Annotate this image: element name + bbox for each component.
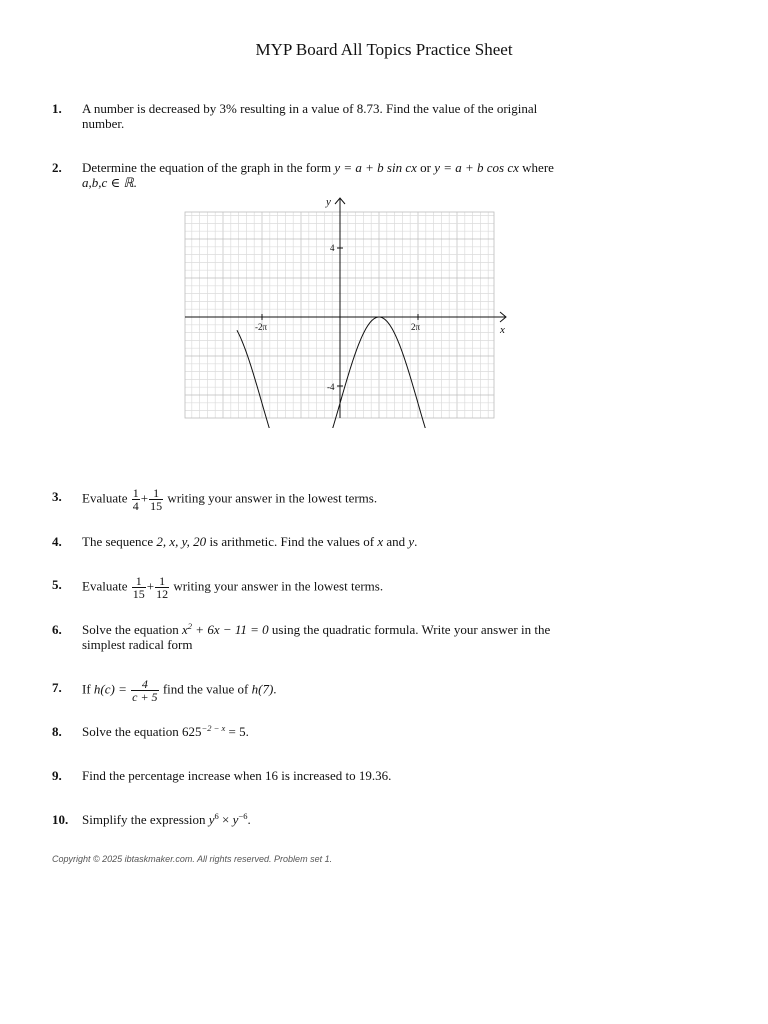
question-text: Evaluate $\frac{1}{15}$ + $\frac{1}{12}$ writing your answer in the lowest terms.	[82, 574, 384, 601]
copyright-notice: Copyright © 2025 ibtaskmaker.com. All rights reserved. Problem set 1.	[52, 854, 333, 864]
question-text: The sequence 2, x, y, 20 is arithmetic. Find the values of x and y.	[82, 534, 418, 549]
question-number: 2.	[52, 160, 62, 175]
question-text	[82, 487, 602, 512]
equation-sin: y = a + b sin cx	[334, 160, 417, 175]
sine-graph	[180, 192, 510, 428]
equation-cos: y = a + b cos cx	[434, 160, 519, 175]
question-line: A number is decreased by 3% resulting in a value of 8.73. Find the value of the original	[82, 101, 538, 116]
question-text: Simplify the expression $y^6 \times y^{-6}$.	[82, 811, 251, 827]
question-text-part: where	[518, 160, 554, 175]
question-number: 5.	[52, 577, 62, 592]
question-number: 3.	[52, 489, 62, 504]
x-tick-label: 2π	[411, 322, 421, 332]
question-number: 1.	[52, 101, 62, 116]
question-text-part: Evaluate	[82, 490, 131, 506]
y-tick-label: 4	[330, 243, 335, 253]
question-text: Find the percentage increase when 16 is increased to 19.36.	[82, 768, 392, 783]
question-text: Solve the equation $625^{-2 - x} = 5$.	[82, 723, 249, 739]
question-text	[82, 160, 602, 190]
question-text-part: writing your answer in the lowest terms.	[164, 490, 378, 506]
quadratic-equation: $x^2 + 6x - 11 = 0$	[182, 621, 269, 637]
fraction: $\frac{1}{15}$	[132, 574, 145, 601]
question-line: number.	[82, 116, 125, 131]
operator: +	[140, 490, 149, 506]
fraction: $\frac{1}{4}$	[132, 486, 139, 513]
question-number: 10.	[52, 812, 69, 827]
question-text: Solve the equation $x^2 + 6x - 11 = 0$ using the quadratic formula. Write your answer in the simplest radical form	[82, 622, 602, 652]
fraction: $\frac{1}{12}$	[156, 574, 169, 601]
question-text: If h(c) = $\frac{4}{c + 5}$ find the value of h(7).	[82, 677, 277, 704]
x-tick-label: -2π	[255, 322, 268, 332]
fraction: $\frac{4}{c + 5}$	[132, 677, 158, 704]
question-text-part: or	[416, 160, 435, 175]
question-line: a,b,c ∈ ℝ.	[82, 175, 137, 190]
y-tick-label: -4	[327, 382, 335, 392]
question-text	[82, 101, 602, 131]
y-axis-label: y	[326, 196, 331, 208]
question-text-part: Determine the equation of the graph in the form	[82, 160, 335, 175]
question-number: 6.	[52, 622, 62, 637]
sequence: 2, x, y, 20	[156, 534, 207, 549]
question-line: simplest radical form	[82, 637, 193, 652]
question-number: 9.	[52, 768, 62, 783]
page-title: MYP Board All Topics Practice Sheet	[255, 40, 513, 59]
fraction: $\frac{1}{15}$	[150, 486, 163, 513]
question-number: 4.	[52, 534, 62, 549]
operator: +	[146, 578, 155, 594]
question-number: 7.	[52, 680, 62, 695]
question-number: 8.	[52, 724, 62, 739]
x-axis-label: x	[500, 324, 505, 336]
